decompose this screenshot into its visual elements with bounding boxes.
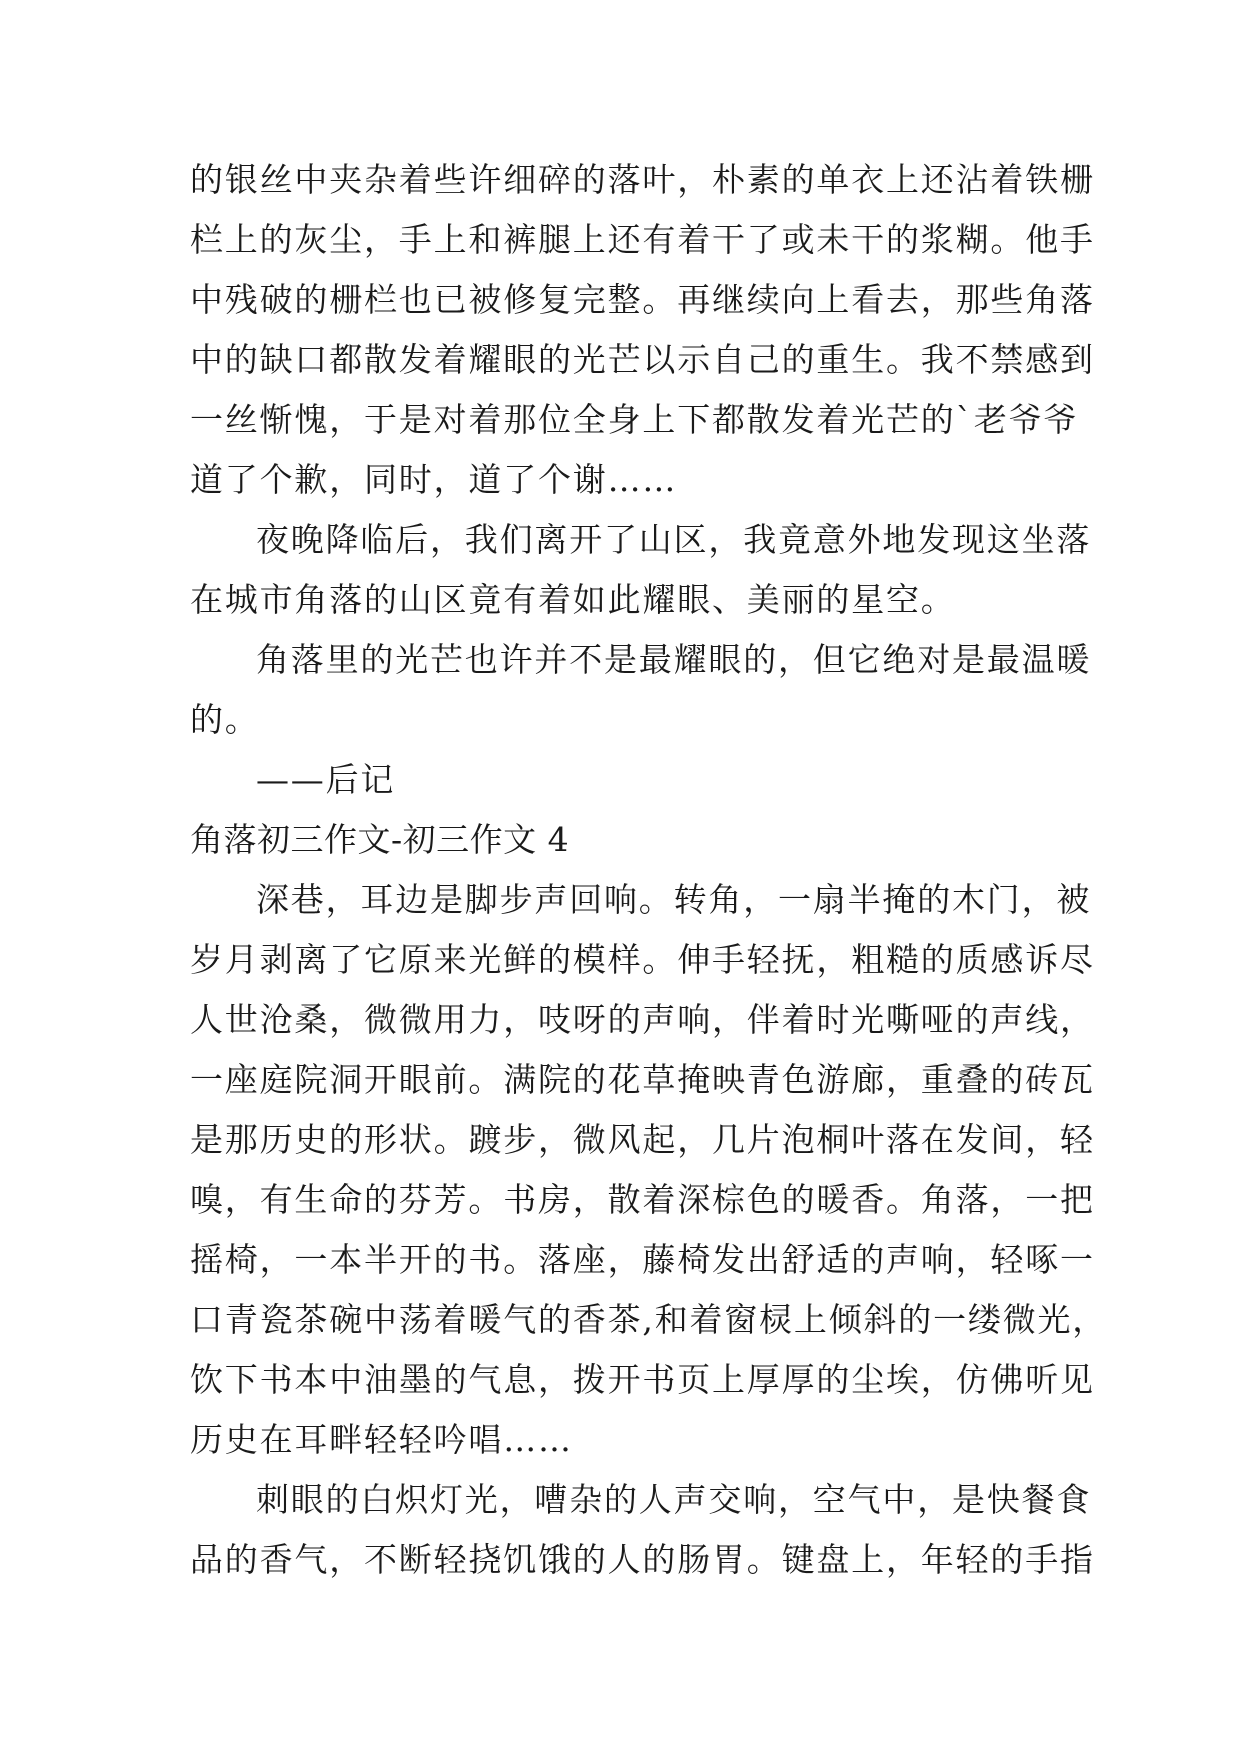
text-line: 岁月剥离了它原来光鲜的模样。伸手轻抚，粗糙的质感诉尽 (190, 940, 1095, 979)
text-line: 品的香气，不断轻挠饥饿的人的肠胃。键盘上，年轻的手指 (190, 1540, 1095, 1579)
text-line: 在城市角落的山区竟有着如此耀眼、美丽的星空。 (190, 580, 956, 619)
paragraph-start-line: 夜晚降临后，我们离开了山区，我竟意外地发现这坐落 (256, 520, 1092, 559)
text-line: 历史在耳畔轻轻吟唱…… (190, 1420, 573, 1459)
paragraph-start-line: 深巷，耳边是脚步声回响。转角，一扇半掩的木门，被 (256, 880, 1092, 919)
text-line: 栏上的灰尘，手上和裤腿上还有着干了或未干的浆糊。他手 (190, 220, 1095, 259)
text-line: 的。 (190, 700, 260, 739)
paragraph-start-line: 角落里的光芒也许并不是最耀眼的，但它绝对是最温暖 (256, 640, 1092, 679)
text-line: 饮下书本中油墨的气息，拨开书页上厚厚的尘埃，仿佛听见 (190, 1360, 1095, 1399)
text-line: 的银丝中夹杂着些许细碎的落叶，朴素的单衣上还沾着铁栅 (190, 160, 1095, 199)
text-line: 是那历史的形状。踱步，微风起，几片泡桐叶落在发间，轻 (190, 1120, 1095, 1159)
text-line: 中残破的栅栏也已被修复完整。再继续向上看去，那些角落 (190, 280, 1095, 319)
text-line: 人世沧桑，微微用力，吱呀的声响，伴着时光嘶哑的声线， (190, 1000, 1095, 1039)
text-line: 摇椅，一本半开的书。落座，藤椅发出舒适的声响，轻啄一 (190, 1240, 1095, 1279)
text-line: 道了个歉，同时，道了个谢…… (190, 460, 678, 499)
text-line: 嗅，有生命的芬芳。书房，散着深棕色的暖香。角落，一把 (190, 1180, 1095, 1219)
paragraph-start-line: 刺眼的白炽灯光，嘈杂的人声交响，空气中，是快餐食 (256, 1480, 1092, 1519)
text-line: 一座庭院洞开眼前。满院的花草掩映青色游廊，重叠的砖瓦 (190, 1060, 1095, 1099)
text-line: 口青瓷茶碗中荡着暖气的香茶,和着窗棂上倾斜的一缕微光， (190, 1300, 1108, 1339)
section-title: 角落初三作文-初三作文 4 (190, 820, 570, 859)
document-body (190, 150, 1108, 1590)
text-line: 中的缺口都散发着耀眼的光芒以示自己的重生。我不禁感到 (190, 340, 1095, 379)
text-line: 一丝惭愧，于是对着那位全身上下都散发着光芒的`老爷爷 (190, 400, 1079, 439)
postscript-line: ——后记 (256, 760, 396, 799)
